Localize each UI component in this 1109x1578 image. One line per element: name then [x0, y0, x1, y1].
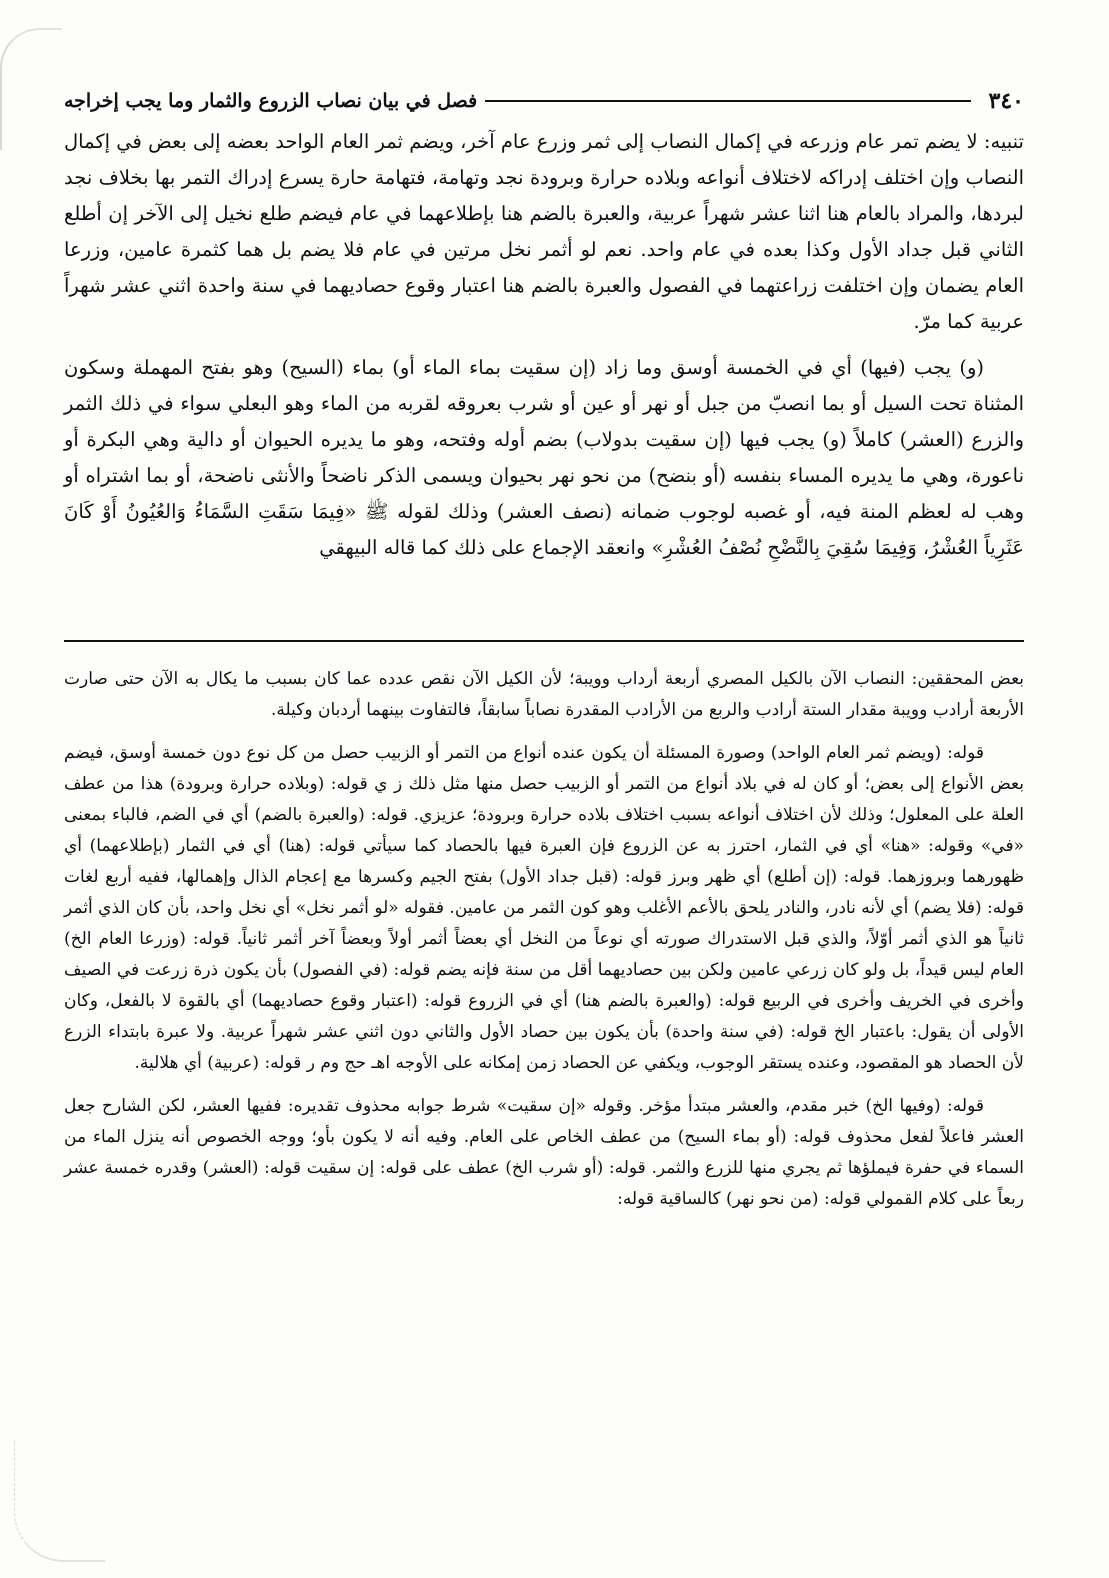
main-text	[64, 124, 1024, 576]
main-paragraph: تنبيه: لا يضم تمر عام وزرعه في إكمال النصاب إلى ثمر وزرع عام آخر، ويضم ثمر العام الواحد بعضه إلى بعض في إكمال النصاب وإن اختلف إدراكه لاختلاف أنواعه وبلاده حرارة وبرودة نجد وتهامة، فتهامة حارة يسرع إدراك التمر بها بخلاف نجد لبردها، والمراد بالعام هنا اثنا عشر شهراً عربية، والعبرة بالضم هنا بإطلاعهما في عام فيضم طلع نخيل إلى الآخر إن أطلع الثاني قبل جداد الأول وكذا بعده في عام واحد. نعم لو أثمر نخل مرتين في عام فلا يضم بل هما كثمرة عامين، وزرعا العام يضمان وإن اختلفت زراعتهما في الفصول والعبرة بالضم هنا اعتبار وقوع حصاديهما في سنة واحدة اثني عشر شهراً عربية كما مرّ.	[64, 130, 1024, 333]
main-paragraph: (و) يجب (فيها) أي في الخمسة أوسق وما زاد (إن سقيت بماء الماء أو) بماء (السيح) وهو بفتح المهملة وسكون المثناة تحت السيل أو بما انصبّ من جبل أو نهر أو عين أو شرب بعروقه لقربه من الماء وهو البعلي سواء في ذلك الثمر والزرع (العشر) كاملاً (و) يجب فيها (إن سقيت بدولاب) بضم أوله وفتحه، وهو ما يديره الحيوان أو دالية وهي البكرة أو ناعورة، وهي ما يديره المساء بنفسه (أو بنضح) من نحو نهر بحيوان ويسمى الذكر ناضحاً والأنثى ناضحة، أو بما اشتراه أو وهب له لعظم المنة فيه، أو غصبه لوجوب ضمانه (نصف العشر) وذلك لقوله ﷺ «فِيمَا سَقَتِ السَّمَاءُ وَالعُيُونُ أَوْ كَانَ عَثَرِياً العُشْرُ، وَفِيمَا سُقِيَ بِالنَّضْحِ نُصْفُ العُشْرِ» وانعقد الإجماع على ذلك كما قاله البيهقي	[64, 356, 1024, 559]
footnotes	[64, 664, 1024, 1227]
page-number: ٣٤٠	[988, 88, 1024, 114]
footnote-separator	[64, 640, 1024, 642]
scan-corner-mark	[14, 1440, 105, 1562]
header-rule	[485, 100, 970, 102]
footnote-paragraph: قوله: (وفيها الخ) خبر مقدم، والعشر مبتدأ مؤخر. وقوله «إن سقيت» شرط جوابه محذوف تقديره: ففيها العشر، لكن الشارح جعل العشر فاعلاً لفعل محذوف قوله: (أو بماء السيح) من عطف الخاص على العام. وفيه أنه لا يكون بأو؛ ووجه الخصوص أنه ينزل الماء من السماء في حفرة فيملؤها ثم يجري منها للزرع والثمر. قوله: (أو شرب الخ) عطف على قوله: إن سقيت قوله: (العشر) وقدره خمسة عشر ربعاً على كلام القمولي قوله: (من نحو نهر) كالساقية قوله:	[64, 1096, 1024, 1209]
scan-corner-mark	[0, 28, 62, 150]
page-header	[64, 82, 1024, 120]
chapter-title: فصل في بيان نصاب الزروع والثمار وما يجب إخراجه	[64, 90, 478, 112]
footnote-paragraph: بعض المحققين: النصاب الآن بالكيل المصري أربعة أرداب وويبة؛ لأن الكيل الآن نقص عدده عما كان بسبب ما يكال به الآن حتى صارت الأربعة أرادب وويبة مقدار الستة أرادب والربع من الأرادب المقدرة نصاباً سابقاً، فالتفاوت بينهما أردبان وكيلة.	[64, 669, 1024, 720]
footnote-paragraph: قوله: (ويضم ثمر العام الواحد) وصورة المسئلة أن يكون عنده أنواع من التمر أو الزبيب حصل من كل نوع دون خمسة أوسق، فيضم بعض الأنواع إلى بعض؛ أو كان له في بلاد أنواع من التمر أو الزبيب حصل منها مثل ذلك ز ي قوله: (وبلاده حرارة وبرودة) هذا من عطف العلة على المعلول؛ وذلك لأن اختلاف أنواعه بسبب اختلاف بلاده حرارة وبرودة؛ عزيزي. قوله: (والعبرة بالضم) أي في الضم، فالباء بمعنى «في» وقوله: «هنا» أي في الثمار، احترز به عن الزروع فإن العبرة فيها بالحصاد كما سيأتي قوله: (هنا) أي في الثمار (بإطلاعهما) أي ظهورهما وبروزهما. قوله: (إن أطلع) أي ظهر وبرز قوله: (قبل جداد الأول) بفتح الجيم وكسرها مع إعجام الذال وإهمالها، ففيه أربع لغات قوله: (فلا يضم) أي لأنه نادر، والنادر يلحق بالأعم الأغلب وهو كون الثمر من عامين. فقوله «لو أثمر نخل» أي نخل واحد، بأن كان الذي أثمر ثانياً هو الذي أثمر أوّلاً، والذي قبل الاستدراك صورته أي نوعاً من النخل أي بعضاً أثمر أولاً وبعضاً آخر أثمر ثانياً. قوله: (وزرعا العام الخ) العام ليس قيداً، بل ولو كان زرعي عامين ولكن بين حصاديهما أقل من سنة فإنه يضم قوله: (في الفصول) بأن يكون ذرة زرعت في الصيف وأخرى في الخريف وأخرى في الربيع قوله: (والعبرة بالضم هنا) أي في الزروع قوله: (اعتبار وقوع حصاديهما) أي بالقوة لا بالفعل، وكان الأولى أن يقول: باعتبار الخ قوله: (في سنة واحدة) بأن يكون بين حصاد الأول والثاني دون اثني عشر شهراً عربية. ولا عبرة بابتداء الزرع لأن الحصاد هو المقصود، وعنده يستقر الوجوب، ويكفي عن الحصاد زمن إمكانه على الأوجه اهـ حج وم ر قوله: (عربية) أي هلالية.	[64, 743, 1024, 1073]
